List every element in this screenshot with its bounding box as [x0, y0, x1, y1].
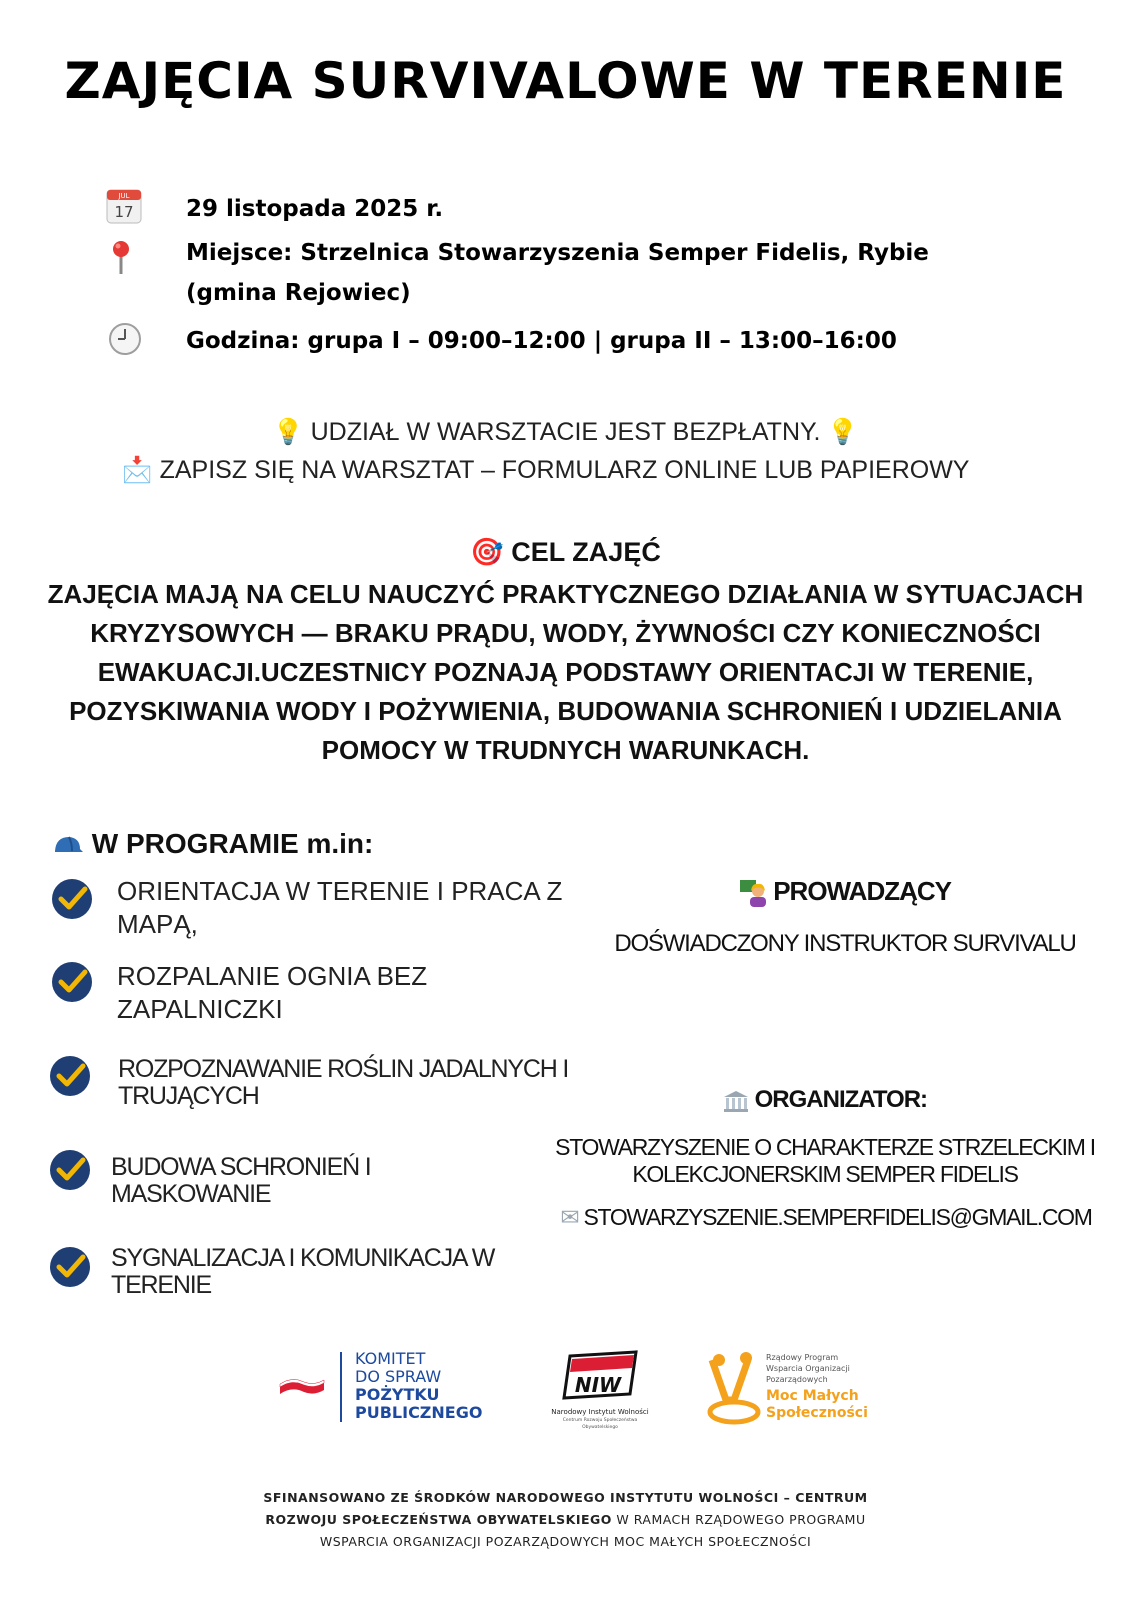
footer-line2-rest: W RAMACH RZĄDOWEGO PROGRAMU	[611, 1512, 866, 1527]
goal-description: ZAJĘCIA MAJĄ NA CELU NAUCZYĆ PRAKTYCZNEGO DZIAŁANIA W SYTUACJACH KRYZYSOWYCH — BRAKU PRĄDU, WODY, ŻYWNOŚCI CZY KONIECZNOŚCI EWAKUACJI.UCZESTNICY POZNAJĄ PODSTAWY ORIENTACJI W TERENIE, POZYSKIWANIA WODY I POŻYWIENIA, BUDOWANIA SCHRONIEŃ I UDZIELANIA POMOCY W TRUDNYCH WARUNKACH.	[47, 579, 1084, 765]
calendar-icon	[104, 186, 144, 226]
organizer-email-text[interactable]: STOWARZYSZENIE.SEMPERFIDELIS@GMAIL.COM	[583, 1204, 1092, 1230]
footer-line1: SFINANSOWANO ZE ŚRODKÓW NARODOWEGO INSTYTUTU WOLNOŚCI – CENTRUM	[263, 1490, 868, 1505]
instructor-heading-text: PROWADZĄCY	[773, 876, 951, 906]
cap-icon	[52, 828, 92, 859]
calendar-month: JUL	[118, 192, 130, 200]
instructor-text: DOŚWIADCZONY INSTRUKTOR SURVIVALU	[614, 930, 1076, 957]
organizer-email[interactable]	[556, 1204, 1096, 1231]
organizer-line2: KOLEKCJONERSKIM SEMPER FIDELIS	[632, 1161, 1018, 1187]
goal-heading-text: CEL ZAJĘĆ	[511, 537, 661, 567]
check-icon	[50, 1150, 90, 1190]
komitet-line: DO SPRAW	[355, 1367, 442, 1386]
organizer-line1: STOWARZYSZENIE O CHARAKTERZE STRZELECKIM I	[555, 1134, 1095, 1160]
event-time: Godzina: grupa I – 09:00–12:00 | grupa II – 13:00–16:00	[186, 328, 897, 354]
instructor-heading	[600, 876, 1090, 907]
moc-program-text	[766, 1352, 850, 1385]
lightbulb-icon: 💡	[827, 418, 859, 446]
program-heading	[52, 828, 373, 860]
moc-name-line: Moc Małych	[766, 1388, 859, 1404]
moc-small-line: Wsparcia Organizacji	[766, 1364, 850, 1373]
inbox-tray-icon: 📩	[121, 456, 153, 484]
footer-line2	[0, 1512, 1131, 1527]
signup-notice	[0, 456, 1111, 485]
niw-mark: NIW	[574, 1373, 622, 1397]
niw-line2: Centrum Rozwoju Społeczeństwa Obywatelskiego	[562, 1418, 638, 1430]
check-icon	[52, 962, 92, 1002]
program-item: SYGNALIZACJA I KOMUNIKACJA W TERENIE	[111, 1244, 495, 1299]
moc-small-line: Rządowy Program	[766, 1353, 839, 1362]
moc-small-line: Pozarządowych	[766, 1375, 828, 1384]
signup-notice-text: ZAPISZ SIĘ NA WARSZTAT – FORMULARZ ONLINE LUB PAPIEROWY	[159, 456, 970, 484]
footer-line3: WSPARCIA ORGANIZACJI POZARZĄDOWYCH MOC MAŁYCH SPOŁECZNOŚCI	[319, 1534, 812, 1549]
flag-logo-icon	[278, 1372, 326, 1402]
niw-line1: Narodowy Instytut Wolności	[551, 1408, 649, 1416]
check-icon	[50, 1056, 90, 1096]
target-icon: 🎯	[470, 537, 504, 567]
footer-line2-bold: ROZWOJU SPOŁECZEŃSTWA OBYWATELSKIEGO	[265, 1512, 612, 1527]
organizer-heading	[560, 1086, 1090, 1114]
event-place-line2: (gmina Rejowiec)	[186, 280, 411, 306]
komitet-line: KOMITET	[355, 1349, 426, 1368]
komitet-line: POŻYTKU	[355, 1385, 440, 1404]
lightbulb-icon: 💡	[272, 418, 304, 446]
komitet-logo	[355, 1350, 482, 1422]
envelope-icon: ✉	[560, 1204, 579, 1230]
program-item: ORIENTACJA W TERENIE I PRACA Z MAPĄ,	[117, 876, 563, 939]
check-icon	[52, 879, 92, 919]
moc-malych-logo-icon	[706, 1350, 762, 1426]
organizer-name	[550, 1134, 1100, 1188]
building-icon	[723, 1086, 755, 1113]
event-date: 29 listopada 2025 r.	[186, 196, 444, 222]
free-notice-text: UDZIAŁ W WARSZTACIE JEST BEZPŁATNY.	[310, 418, 821, 446]
moc-name	[766, 1388, 868, 1422]
program-item: BUDOWA SCHRONIEŃ I MASKOWANIE	[111, 1153, 371, 1208]
teacher-icon	[739, 876, 773, 906]
organizer-heading-text: ORGANIZATOR:	[754, 1086, 928, 1113]
komitet-line: PUBLICZNEGO	[355, 1403, 483, 1422]
event-place-line1: Miejsce: Strzelnica Stowarzyszenia Semper Fidelis, Rybie	[186, 240, 929, 266]
clock-icon	[108, 322, 148, 362]
check-icon	[50, 1247, 90, 1287]
page-title: ZAJĘCIA SURVIVALOWE W TERENIE	[64, 52, 1067, 110]
location-pin-icon	[106, 238, 146, 278]
goal-heading	[0, 536, 1131, 568]
moc-name-line: Społeczności	[766, 1405, 868, 1421]
program-heading-text: W PROGRAMIE m.in:	[91, 828, 374, 859]
free-notice	[0, 418, 1131, 447]
program-item: ROZPOZNAWANIE ROŚLIN JADALNYCH I TRUJĄCYCH	[118, 1055, 569, 1110]
program-item: ROZPALANIE OGNIA BEZ ZAPALNICZKI	[117, 961, 428, 1024]
calendar-day: 17	[114, 203, 134, 221]
niw-logo	[548, 1350, 652, 1428]
logo-divider	[340, 1352, 342, 1422]
